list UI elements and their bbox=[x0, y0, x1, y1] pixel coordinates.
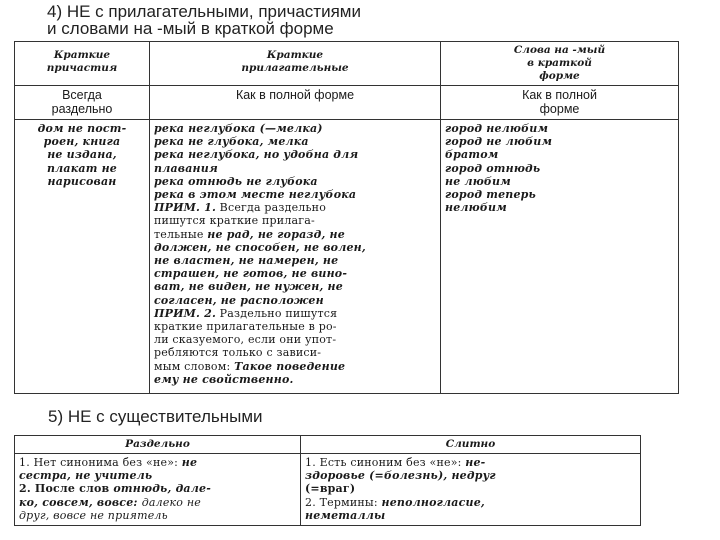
col-header-myi-words: Слова на -мый в краткой форме bbox=[441, 42, 679, 86]
col-header-together: Слитно bbox=[301, 436, 641, 454]
subheader-as-full-form: Как в полной форме bbox=[150, 86, 441, 120]
section5-header-row bbox=[15, 436, 641, 454]
section4-title-line1: 4) НЕ с прилагательными, причастиями bbox=[47, 2, 361, 21]
section5-table bbox=[14, 435, 641, 526]
separate-rules: 1. Нет синонима без «не»: не сестра, не учитель 2. После слов отнюдь, дале- ко, совсем, вовсе: далеко не друг, вовсе не приятель bbox=[15, 454, 301, 526]
col-header-separate: Раздельно bbox=[15, 436, 301, 454]
together-rules: 1. Есть синоним без «не»: не- здоровье (=болезнь), недруг (=враг) 2. Термины: неполногласие, неметаллы bbox=[301, 454, 641, 526]
subheader-as-full-form-2: Как в полной форме bbox=[441, 86, 679, 120]
col-header-short-adjectives: Краткие прилагательные bbox=[150, 42, 441, 86]
section5-body-row bbox=[15, 454, 641, 526]
subheader-row bbox=[15, 86, 679, 120]
participles-examples: дом не пост- роен, книга не издана, плакат не нарисован bbox=[15, 120, 150, 394]
note1: ПРИМ. 1. Всегда раздельно bbox=[154, 201, 327, 215]
header-row bbox=[15, 42, 679, 86]
note2: ПРИМ. 2. Раздельно пишутся bbox=[154, 306, 338, 320]
myi-examples: город нелюбим город не любим братом город отнюдь не любим город теперь нелюбим bbox=[441, 120, 679, 394]
section4-table bbox=[14, 41, 679, 394]
section5-title: 5) НЕ с существительными bbox=[48, 407, 263, 426]
col-header-short-participles: Краткие причастия bbox=[15, 42, 150, 86]
subheader-always-separate: Всегда раздельно bbox=[15, 86, 150, 120]
section4-title-line2: и словами на -мый в краткой форме bbox=[47, 19, 334, 38]
examples-row bbox=[15, 120, 679, 394]
adjectives-examples: река неглубока (—мелка) река не глубока, мелка река неглубока, но удобна для плавания река отнюдь не глубока река в этом месте неглубока ПРИМ. 1. Всегда раздельно пишутся краткие прилага- тельные не рад, не горазд, не должен, не способен, не волен, не властен, не намерен, не страшен, не готов, не вино- ват, не виден, не нужен, не согласен, не расположен ПРИМ. 2. Раздельно пишутся краткие прилагательные в ро- ли сказуемого, если они упот- ребляются только с зависи- мым словом: Такое поведение ему не свойственно. bbox=[150, 120, 441, 394]
